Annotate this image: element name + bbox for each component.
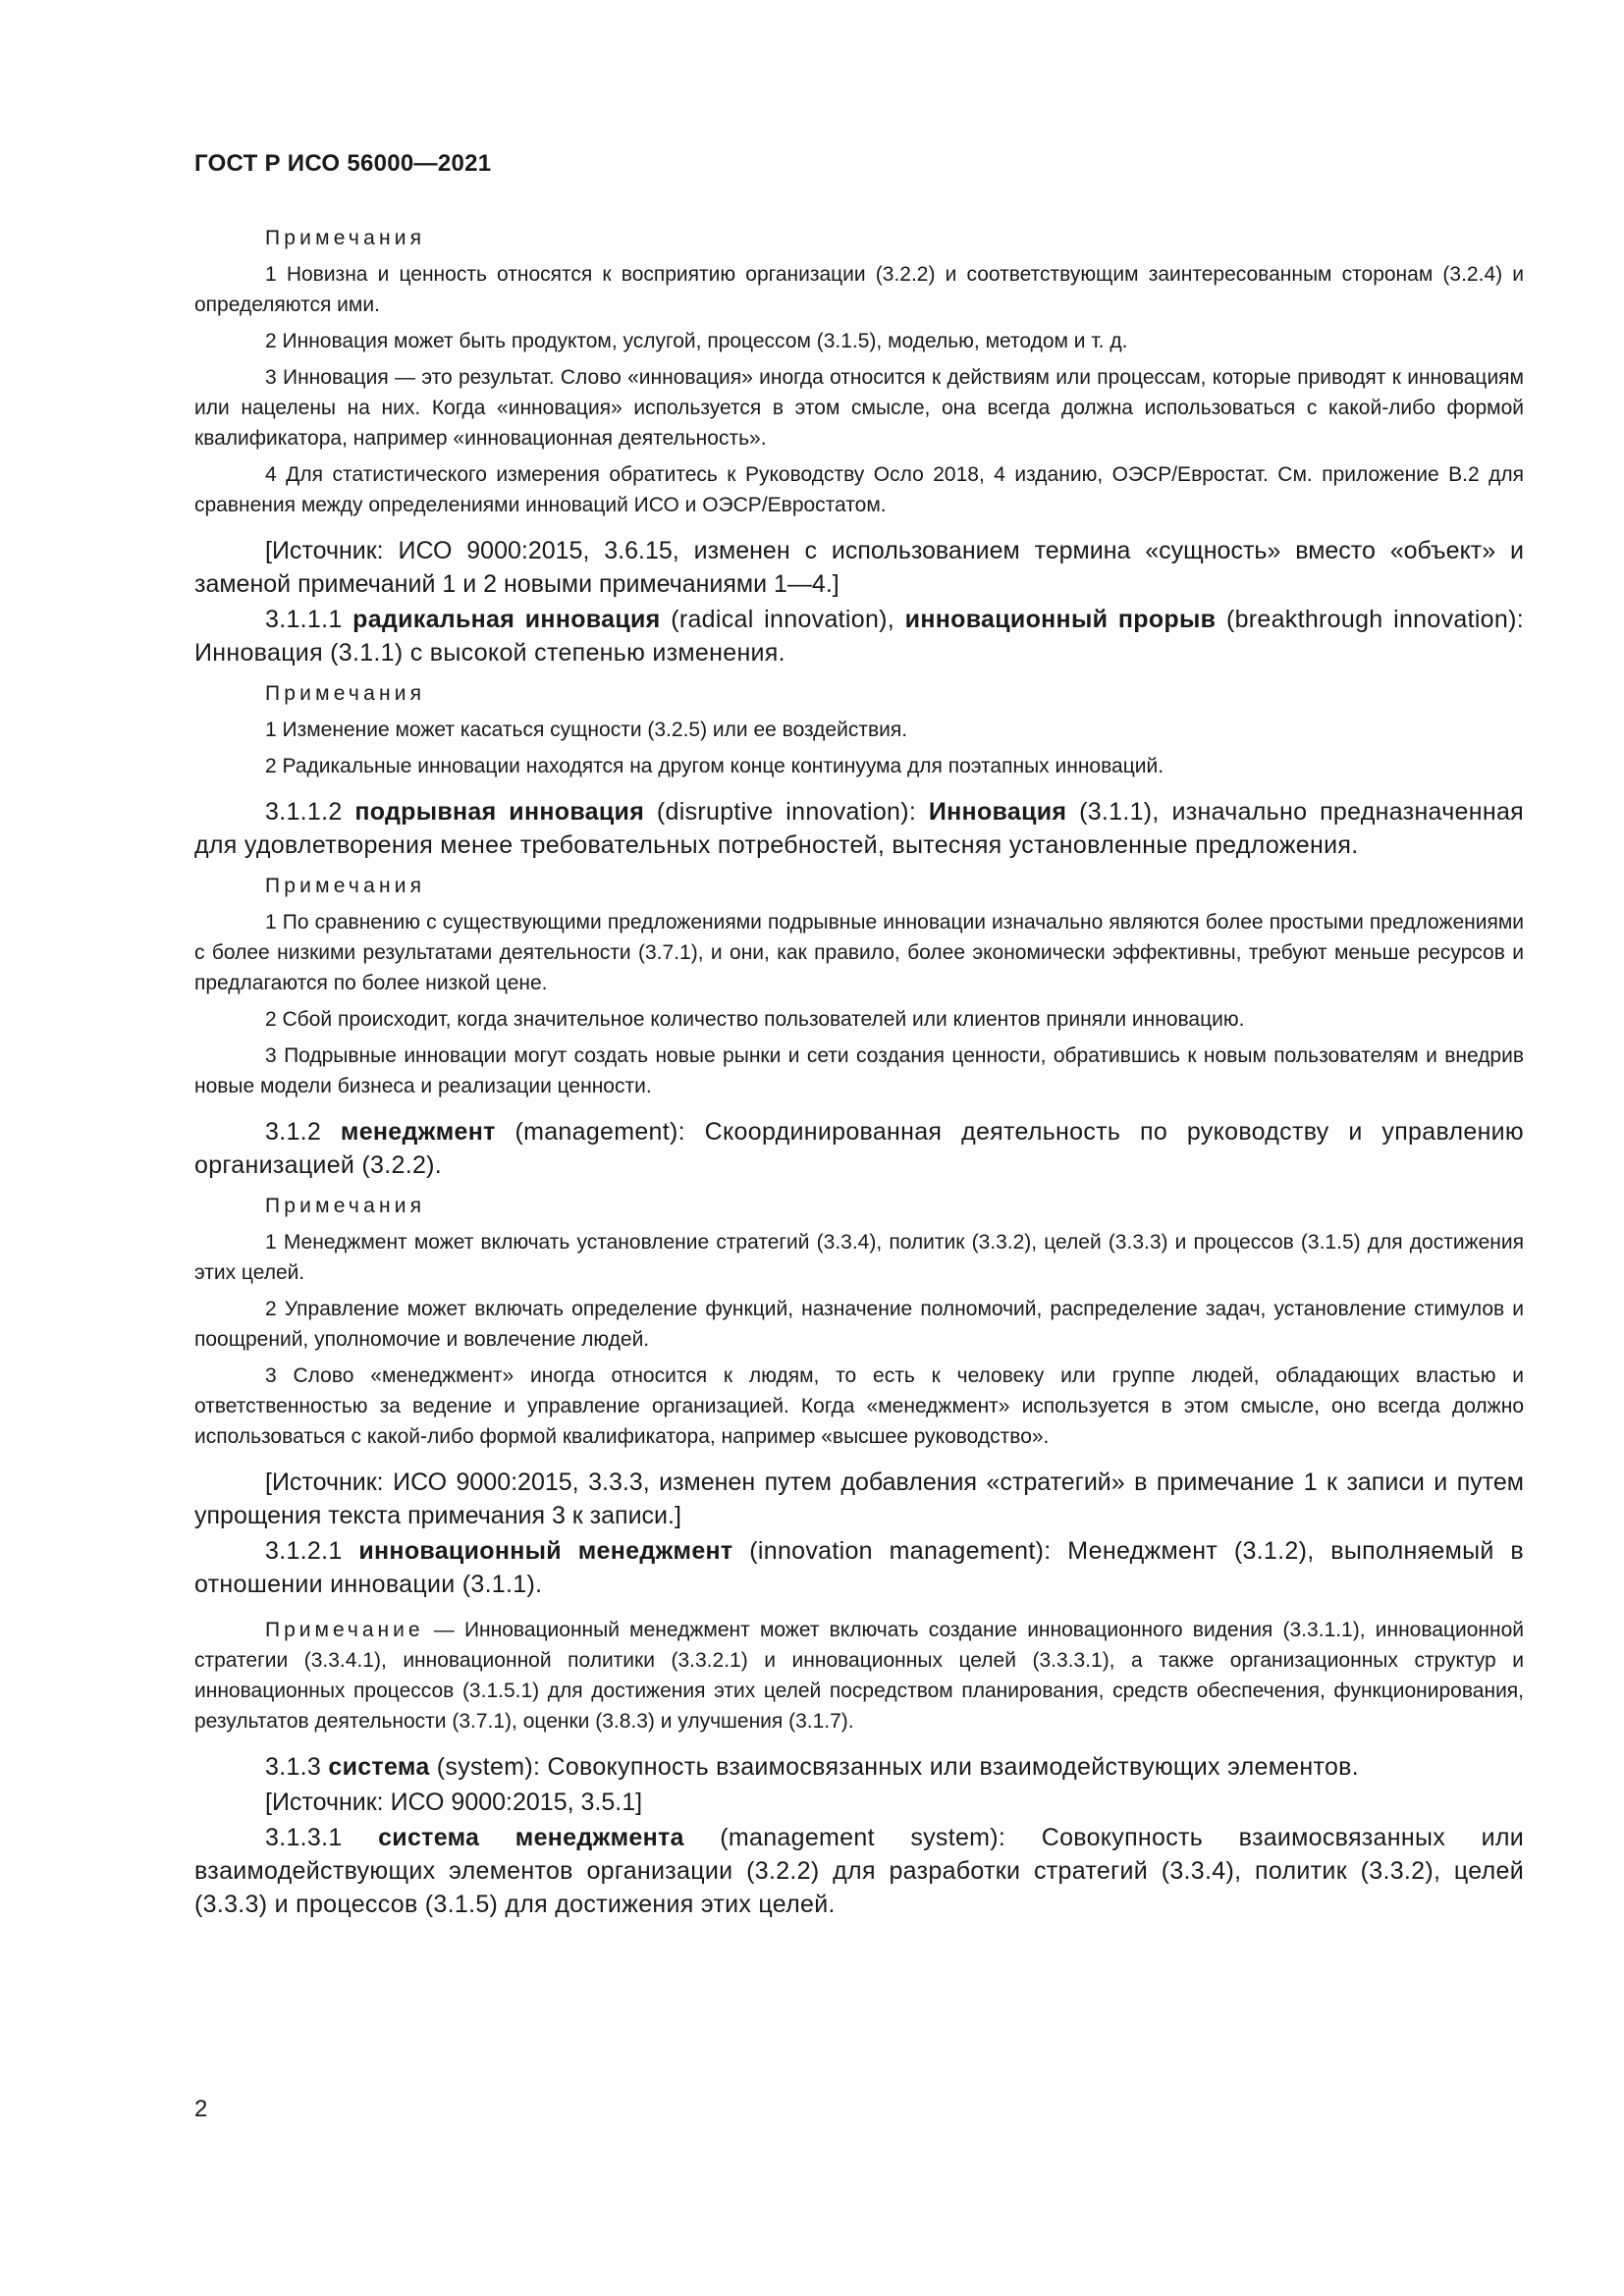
term-entry-3-1-1-1 xyxy=(194,603,1524,669)
term-reference: Инновация xyxy=(928,798,1067,826)
notes-heading: Примечания xyxy=(265,1195,426,1217)
note-paragraph: 3 Инновация — это результат. Слово «инновация» иногда относится к действиям или процессам, которые приводят к инновациям или нацелены на них. Когда «инновация» используется в этом смысле, она всегда должна использоваться с какой-либо формой квалификатора, например «инновационная деятельность». xyxy=(194,366,1524,450)
source-reference: [Источник: ИСО 9000:2015, 3.6.15, изменен с использованием термина «сущность» вместо «объект» и заменой примечаний 1 и 2 новыми примечаниями 1—4.] xyxy=(194,537,1524,598)
term-entry-3-1-3-1 xyxy=(194,1821,1524,1921)
term-name: система xyxy=(328,1753,430,1781)
term-number: 3.1.3.1 xyxy=(265,1824,379,1851)
notes-heading: Примечания xyxy=(265,227,426,249)
term-name: система менеджмента xyxy=(378,1824,684,1851)
note-paragraph: 2 Сбой происходит, когда значительное количество пользователей или клиентов приняли инновацию. xyxy=(265,1008,1245,1031)
source-reference: [Источник: ИСО 9000:2015, 3.5.1] xyxy=(265,1789,643,1816)
page-number: 2 xyxy=(194,2096,208,2122)
term-number: 3.1.2.1 xyxy=(265,1537,359,1565)
term-english: (radical innovation), xyxy=(660,606,905,633)
term-definition: (3.1.1), изначально предназначенная для удовлетворения менее требовательных потребностей, вытесняя установленные предложения. xyxy=(194,798,1524,859)
term-definition: (management): Скоординированная деятельность по руководству и управлению организацией (3.2.2). xyxy=(194,1118,1524,1179)
term-name: радикальная инновация xyxy=(352,606,661,633)
notes-heading: Примечания xyxy=(265,875,426,897)
term-number: 3.1.1.2 xyxy=(265,798,355,826)
note-paragraph: 1 Менеджмент может включать установление стратегий (3.3.4), политик (3.3.2), целей (3.3.3) и процессов (3.1.5) для достижения этих целей. xyxy=(194,1231,1524,1284)
note-paragraph: 2 Радикальные инновации находятся на другом конце континуума для поэтапных инноваций. xyxy=(265,755,1164,777)
note-paragraph: 1 Изменение может касаться сущности (3.2.5) или ее воздействия. xyxy=(265,719,908,741)
document-body xyxy=(194,224,1524,1921)
note-paragraph: 1 По сравнению с существующими предложениями подрывные инновации изначально являются более простыми предложениями с более низкими результатами деятельности (3.7.1), и они, как правило, более экономически эффективны, требуют меньше ресурсов и предлагаются по более низкой цене. xyxy=(194,911,1524,994)
note-paragraph: 2 Управление может включать определение функций, назначение полномочий, распределение задач, установление стимулов и поощрений, уполномочие и вовлечение людей. xyxy=(194,1298,1524,1351)
term-name: подрывная инновация xyxy=(354,798,645,826)
term-definition: (management system): Совокупность взаимосвязанных или взаимодействующих элементов организации (3.2.2) для разработки стратегий (3.3.4), политик (3.3.2), целей (3.3.3) и процессов (3.1.5) для достижения этих целей. xyxy=(194,1824,1524,1918)
term-entry-3-1-2-1 xyxy=(194,1534,1524,1601)
term-english: (disruptive innovation): xyxy=(644,798,929,826)
note-paragraph: 1 Новизна и ценность относятся к восприятию организации (3.2.2) и соответствующим заинтересованным сторонам (3.2.4) и определяются ими. xyxy=(194,263,1524,316)
standard-header: ГОСТ Р ИСО 56000—2021 xyxy=(194,150,492,177)
term-name: инновационный менеджмент xyxy=(358,1537,733,1565)
term-definition: (system): Совокупность взаимосвязанных или взаимодействующих элементов. xyxy=(429,1753,1359,1781)
term-number: 3.1.2 xyxy=(265,1118,341,1146)
term-number: 3.1.1.1 xyxy=(265,606,353,633)
single-note xyxy=(194,1615,1524,1736)
term-number: 3.1.3 xyxy=(265,1753,329,1781)
term-name-synonym: инновационный прорыв xyxy=(904,606,1217,633)
term-definition: (innovation management): Менеджмент (3.1.2), выполняемый в отношении инновации (3.1.1). xyxy=(194,1537,1524,1598)
note-paragraph: 2 Инновация может быть продуктом, услугой, процессом (3.1.5), моделью, методом и т. д. xyxy=(265,330,1128,352)
source-reference: [Источник: ИСО 9000:2015, 3.3.3, изменен путем добавления «стратегий» в примечание 1 к записи и путем упрощения текста примечания 3 к записи.] xyxy=(194,1468,1524,1529)
term-definition: (breakthrough innovation): Инновация (3.1.1) с высокой степенью изменения. xyxy=(194,606,1524,667)
note-text: — Инновационный менеджмент может включать создание инновационного видения (3.3.1.1), инновационной стратегии (3.3.4.1), инновационной политики (3.3.2.1) и инновационных целей (3.3.3.1), а также организационных структур и инновационных процессов (3.1.5.1) для достижения этих целей посредством планирования, средств обеспечения, функционирования, результатов деятельности (3.7.1), оценки (3.8.3) и улучшения (3.1.7). xyxy=(194,1619,1524,1733)
note-paragraph: 4 Для статистического измерения обратитесь к Руководству Осло 2018, 4 изданию, ОЭСР/Евростат. См. приложение В.2 для сравнения между определениями инноваций ИСО и ОЭСР/Евростатом. xyxy=(194,463,1524,516)
note-paragraph: 3 Слово «менеджмент» иногда относится к людям, то есть к человеку или группе людей, обладающих властью и ответственностью за ведение и управление организацией. Когда «менеджмент» используется в этом смысле, оно всегда должно использоваться с какой-либо формой квалификатора, например «высшее руководство». xyxy=(194,1364,1524,1448)
term-name: менеджмент xyxy=(340,1118,496,1146)
term-entry-3-1-1-2 xyxy=(194,795,1524,862)
term-entry-3-1-3 xyxy=(194,1750,1524,1784)
note-paragraph: 3 Подрывные инновации могут создать новые рынки и сети создания ценности, обратившись к новым пользователям и внедрив новые модели бизнеса и реализации ценности. xyxy=(194,1044,1524,1097)
notes-heading: Примечания xyxy=(265,682,426,705)
note-label: Примечание xyxy=(265,1619,424,1641)
term-entry-3-1-2 xyxy=(194,1115,1524,1182)
